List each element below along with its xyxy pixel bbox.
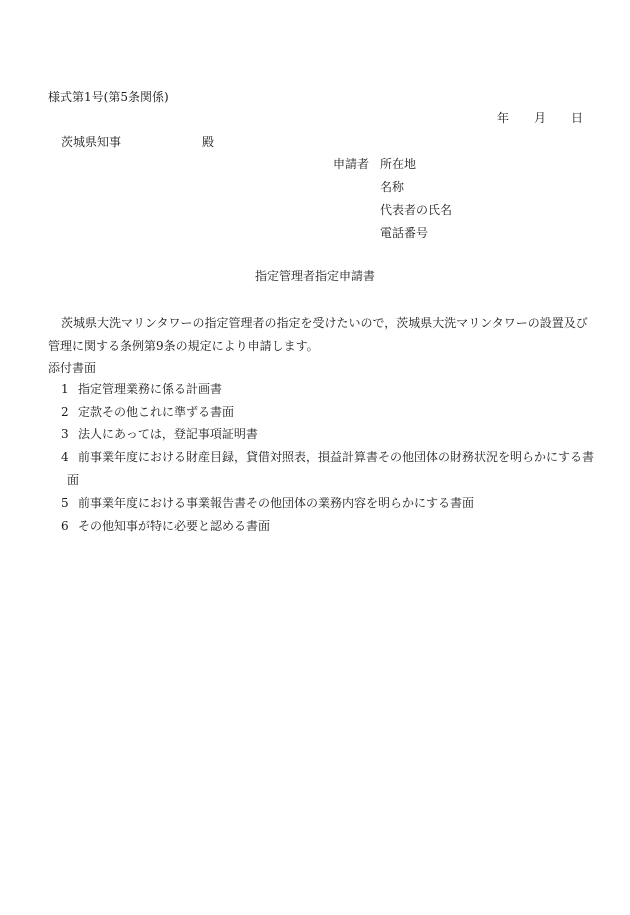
attachment-text: 法人にあっては，登記事項証明書 <box>78 427 258 441</box>
addressee-name: 茨城県知事 <box>61 135 122 149</box>
applicant-representative-label: 代表者の氏名 <box>380 203 453 217</box>
attachment-number: 2 <box>61 405 69 419</box>
attachment-text: その他知事が特に必要と認める書面 <box>78 519 271 533</box>
body-text-line: 管理に関する条例第9条の規定により申請します。 <box>48 339 319 353</box>
attachment-number: 4 <box>61 450 69 464</box>
applicant-address-label: 所在地 <box>380 157 417 171</box>
attachment-text: 前事業年度における財産目録，貸借対照表，損益計算書その他団体の財務状況を明らかにする書 <box>78 450 595 464</box>
attachments-heading: 添付書面 <box>48 361 97 375</box>
attachment-number: 5 <box>61 496 69 510</box>
applicant-phone-label: 電話番号 <box>380 226 429 240</box>
document-title: 指定管理者指定申請書 <box>254 269 375 283</box>
form-number: 様式第1号(第5条関係) <box>48 90 169 104</box>
attachment-number: 1 <box>61 382 69 396</box>
date-day-label: 日 <box>571 111 584 125</box>
attachment-text: 定款その他これに準ずる書面 <box>78 405 235 419</box>
body-text-line: 茨城県大洗マリンタワーの指定管理者の指定を受けたいので，茨城県大洗マリンタワーの設置及び <box>61 316 588 330</box>
applicant-label: 申請者 <box>333 157 370 171</box>
attachment-number: 6 <box>61 519 69 533</box>
attachment-text: 指定管理業務に係る計画書 <box>78 382 223 396</box>
attachment-text: 前事業年度における事業報告書その他団体の業務内容を明らかにする書面 <box>78 496 475 510</box>
applicant-name-label: 名称 <box>380 180 405 194</box>
date-year-label: 年 <box>497 111 510 125</box>
attachment-text-continuation: 面 <box>67 473 80 487</box>
date-month-label: 月 <box>534 111 547 125</box>
addressee-honorific: 殿 <box>202 135 215 149</box>
attachment-number: 3 <box>61 427 69 441</box>
